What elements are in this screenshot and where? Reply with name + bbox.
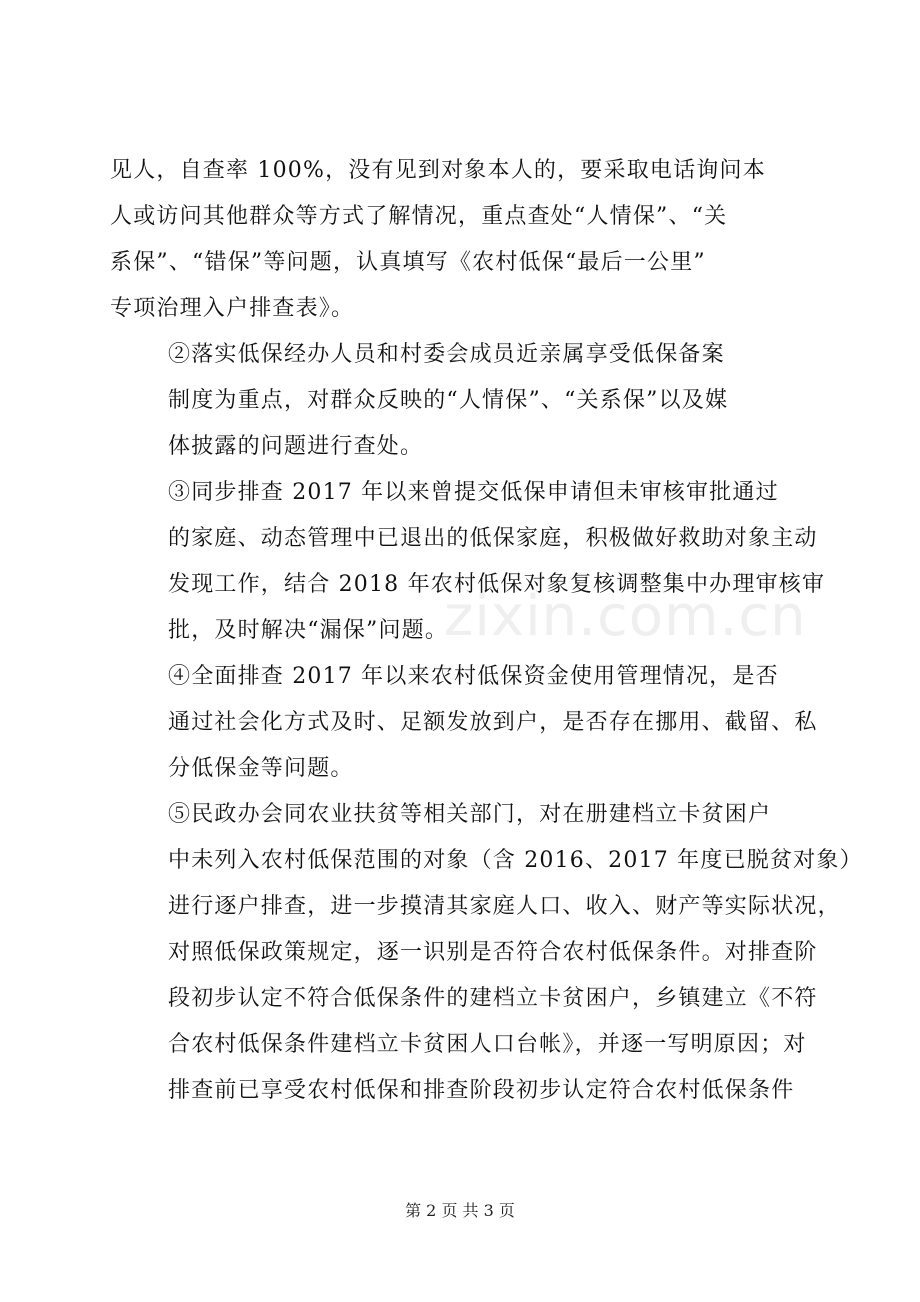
document-body xyxy=(110,148,863,1114)
paragraph xyxy=(110,378,812,470)
text-line: 批，及时解决“漏保”问题。 xyxy=(168,618,449,643)
text-line: 人或访问其他群众等方式了解情况，重点查处“人情保”、“关 xyxy=(110,204,728,229)
text-line: ③同步排查 2017 年以来曾提交低保申请但未审核审批通过 xyxy=(168,480,779,505)
text-line: 分低保金等问题。 xyxy=(168,756,354,781)
paragraph xyxy=(110,148,812,332)
text-line: ⑤民政办会同农业扶贫等相关部门，对在册建档立卡贫困户 xyxy=(168,802,772,827)
text-line: 段初步认定不符合低保条件的建档立卡贫困户，乡镇建立《不符 xyxy=(168,986,818,1011)
text-line: 进行逐户排查，进一步摸清其家庭人口、收入、财产等实际状况， xyxy=(168,894,841,919)
text-line: 的家庭、动态管理中已退出的低保家庭，积极做好救助对象主动 xyxy=(168,526,818,551)
text-line: 系保”、“错保”等问题，认真填写《农村低保“最后一公里” xyxy=(110,250,706,275)
page-footer: 第 2 页 共 3 页 xyxy=(405,1201,515,1220)
text-line: 对照低保政策规定，逐一识别是否符合农村低保条件。对排查阶 xyxy=(168,940,818,965)
text-line: 专项治理入户排查表》。 xyxy=(110,296,355,321)
paragraph xyxy=(110,792,863,1114)
text-line: 制度为重点，对群众反映的“人情保”、“关系保”以及媒 xyxy=(168,388,729,413)
text-line: ②落实低保经办人员和村委会成员近亲属享受低保备案 xyxy=(168,342,725,367)
text-line: 中未列入农村低保范围的对象（含 2016、2017 年度已脱贫对象） xyxy=(168,848,863,873)
watermark: zixin.com.cn xyxy=(444,584,807,649)
text-line: 排查前已享受农村低保和排查阶段初步认定符合农村低保条件 xyxy=(168,1078,795,1103)
paragraph xyxy=(110,470,826,654)
text-line: 合农村低保条件建档立卡贫困人口台帐》，并逐一写明原因；对 xyxy=(168,1032,807,1057)
text-line: 见人，自查率 100%，没有见到对象本人的，要采取电话询问本 xyxy=(110,158,766,183)
paragraph xyxy=(110,332,812,378)
text-line: 体披露的问题进行查处。 xyxy=(168,434,424,459)
paragraph xyxy=(110,654,818,792)
text-line: 发现工作，结合 2018 年农村低保对象复核调整集中办理审核审 xyxy=(168,572,826,597)
text-line: ④全面排查 2017 年以来农村低保资金使用管理情况，是否 xyxy=(168,664,779,689)
text-line: 通过社会化方式及时、足额发放到户，是否存在挪用、截留、私 xyxy=(168,710,818,735)
